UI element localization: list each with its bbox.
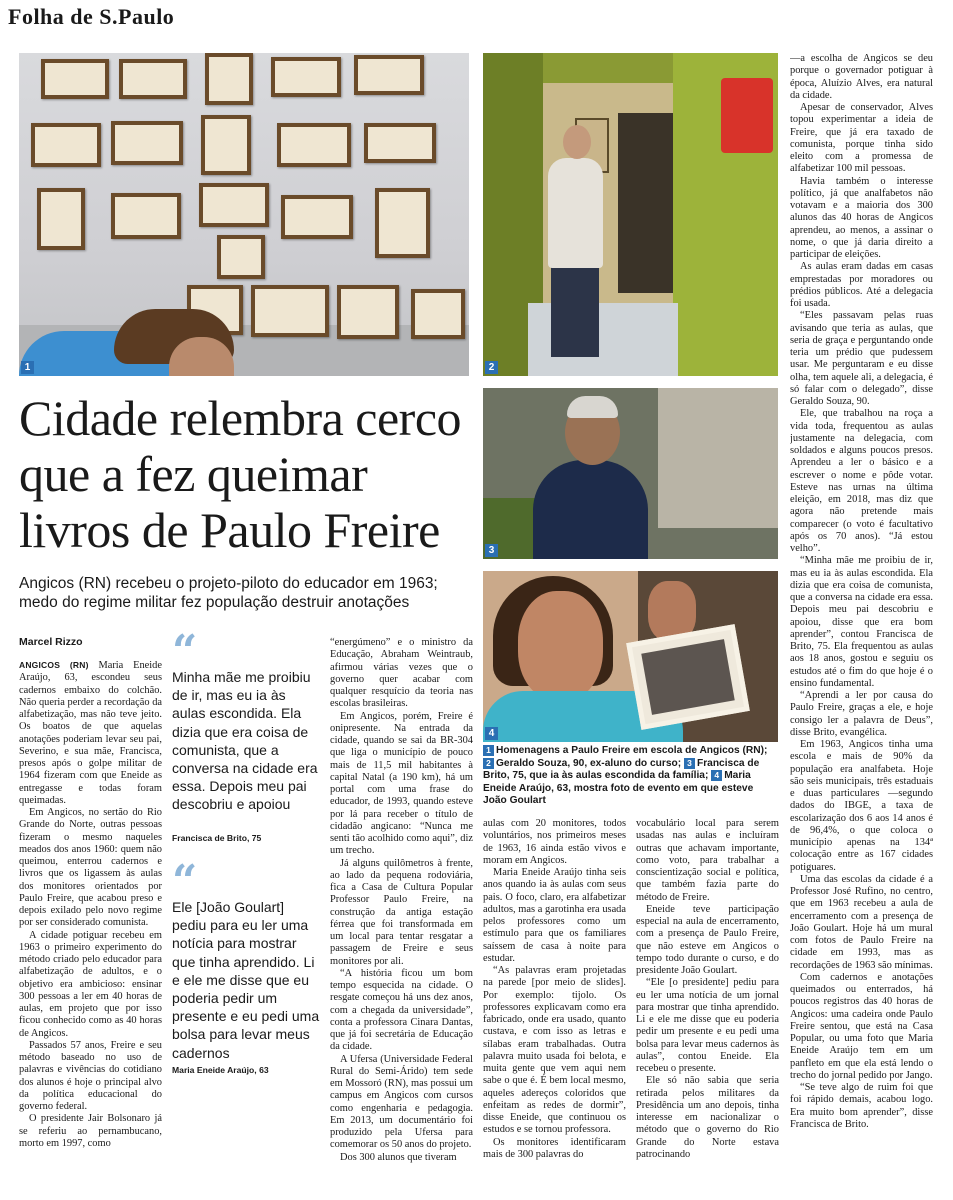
paragraph: Ele só não sabia que seria retirada pelos militares da Presidência um ano depois, tinha interesse em nacionalizar o método que o governo do Rio Grande do Norte estava patrocinando: [636, 1075, 779, 1160]
article-column-1: [19, 659, 162, 1171]
dateline: ANGICOS (RN): [19, 660, 89, 670]
photo-geraldo-souza: [483, 53, 778, 376]
paragraph: As aulas eram dadas em casas emprestadas por moradores ou prédios públicos. Até a delegacia foi usada.: [790, 261, 933, 309]
paragraph: vocabulário local para serem usadas nas aulas e incluíram outras que achavam importante, como voto, para trabalhar a conscientização social e política, que também fazia parte do método de Freire.: [636, 818, 779, 903]
paragraph: Apesar de conservador, Alves topou experimentar a ideia de Freire, que já era taxado de comunista, porque tinha sido eleito com a promessa de alfabetizar 100 mil pessoas.: [790, 102, 933, 175]
photo-number-badge: 2: [485, 361, 498, 374]
masthead: Folha de S.Paulo: [8, 4, 175, 29]
paragraph: Havia também o interesse político, já que analfabetos não votavam e a maioria dos 300 alunos das 40 horas de Angicos aprendeu, ao menos, a assinar o nome, o que já daria direito a participar de eleições.: [790, 175, 933, 260]
caption-text: Geraldo Souza, 90, ex-aluno do curso;: [496, 757, 682, 769]
photo-francisca-de-brito: [483, 388, 778, 559]
paragraph: “As palavras eram projetadas na parede [por meio de slides]. Por exemplo: tijolo. Os professores explicavam como era fabricado, onde era usado, quanto custava, e com isso as letras e sílabas eram trabalhadas. Outra palavra muito usada foi belota, e muita gente que vem aqui nem sabe o que é. É bem local mesmo, aqueles adereços coloridos que enfeitam as redes de dormir”, disse Eneide, que continuou os estudos e se tornou professora.: [483, 965, 626, 1136]
paragraph: “Aprendi a ler por causa do Paulo Freire, graças a ele, e hoje consigo ler a palavra de Deus”, disse Brito, evangélica.: [790, 690, 933, 738]
pull-quote-2: Ele [João Goulart] pediu para eu ler uma notícia para mostrar que tinha aprendido. Li e ele me disse que eu poderia pedir um presente e eu pedi uma bolsa para levar meus cadernos: [172, 899, 320, 1061]
paragraph: “Minha mãe me proibiu de ir, mas eu ia às aulas escondida. Ela dizia que era coisa de comunista, que a conversa na cidade era essa. Depois meu pai descobriu e apoiou, disse que era bom aprender”, contou Francisca de Brito, 75. Ela frequentou as aulas aos 18 anos, gostou e seguiu os estudos até o fim do que hoje é o ensino fundamental.: [790, 555, 933, 689]
caption-text: Homenagens a Paulo Freire em escola de Angicos (RN);: [496, 745, 768, 756]
paragraph: aulas com 20 monitores, todos voluntários, nos primeiros meses de 1963, 16 ainda estão vivos e moram em Angicos.: [483, 818, 626, 866]
paragraph: Em 1963, Angicos tinha uma escola e mais de 90% da população era analfabeta. Hoje são seis municipais, três estaduais e duas particulares —segundo dados do IBGE, a taxa de escolarização dos 6 aos 14 anos é de 96,4%, o que coloca o município apenas na 134ª colocação entre as 167 cidades potiguares.: [790, 739, 933, 873]
photo-number-badge: 3: [485, 544, 498, 557]
paragraph: Com cadernos e anotações queimados ou enterrados, há poucos registros das 40 horas de Angicos: uma cadeira onde Paulo Freire sentou, que está na Casa Popular, ou uma foto que Maria Eneide Araújo tem em um panfleto em que ela está lendo o trecho do jornal pedido por Jango.: [790, 971, 933, 1081]
caption-number: 3: [684, 758, 695, 769]
pull-quote-1-attribution: Francisca de Brito, 75: [172, 833, 262, 843]
paragraph: “energúmeno” e o ministro da Educação, Abraham Weintraub, afirmou várias vezes que o governo quer acabar com qualquer resquício da teoria nas escolas brasileiras.: [330, 637, 473, 710]
photo-caption: [483, 745, 778, 808]
paragraph: A Ufersa (Universidade Federal Rural do Semi-Árido) tem sede em Mossoró (RN), mas possui um campus em Angicos com cursos como engenharia e pedagogia. Em 2013, um documentário foi produzido pela Ufersa para comemorar os 50 anos do projeto.: [330, 1053, 473, 1151]
photo-number-badge: 4: [485, 727, 498, 740]
paragraph: Maria Eneide Araújo, 63, escondeu seus cadernos embaixo do colchão. Não queria perder a recordação da alfabetização, mas não teve jeito. Os boatos de que aquelas anotações poderiam levar seu pai, Severino, e sua mãe, Francisca, presos após o golpe militar de 1964 fizeram com que Eneide as entregasse e todas foram queimadas.: [19, 660, 162, 806]
caption-text: Maria Eneide Araújo, 63, mostra foto de evento em que esteve João Goulart: [483, 770, 754, 806]
caption-text: Francisca de Brito, 75, que ia às aulas escondida da família;: [483, 757, 760, 781]
paragraph: Maria Eneide Araújo tinha seis anos quando ia às aulas com seus pais. O foco, claro, era alfabetizar adultos, mas a garotinha era usada pelos professores como um estímulo para que os familiares saíssem de casa à noite para estudar.: [483, 867, 626, 964]
paragraph: Dos 300 alunos que tiveram: [340, 1151, 457, 1163]
paragraph: Ele, que trabalhou na roça a vida toda, frequentou as aulas justamente na delegacia, com soldados e alguns poucos presos. Aprendeu a ler o básico e a escrever o nome e pôde votar. Esteve nas urnas na última eleição, em 2018, mas diz que agora não pretende mais comparecer (o voto é facultativo após os 70 anos). “Já estou velho”.: [790, 408, 933, 554]
photo-school-wall: [19, 53, 469, 376]
caption-number: 2: [483, 758, 494, 769]
subheadline: Angicos (RN) recebeu o projeto-piloto do educador em 1963; medo do regime militar fez população destruir anotações: [19, 575, 438, 611]
article-column-5: [636, 818, 779, 1173]
photo-number-badge: 1: [21, 361, 34, 374]
quote-mark-icon: “: [172, 626, 198, 677]
paragraph: “Eles passavam pelas ruas avisando que teria as aulas, que seria de graça e perguntando onde teria um prédio que pudessem usar. Me perguntaram e eu disse olha, tem aquele ali, a delegacia, é só falar com o delegado”, disse Geraldo Souza, 90.: [790, 310, 933, 407]
headline: Cidade relembra cerco que a fez queimar livros de Paulo Freire: [19, 390, 462, 558]
pull-quote-1: Minha mãe me proibiu de ir, mas eu ia às aulas escondida. Ela dizia que era coisa de comunista, que a conversa na cidade era essa. Depois meu pai descobriu e apoiou: [172, 669, 318, 813]
paragraph: Em Angicos, porém, Freire é onipresente. Na entrada da cidade, quando se sai da BR-304 que liga o município de pouco mais de 11,5 mil habitantes à capital Natal (a 190 km), há um portal com uma frase do educador, de 1993, quando esteve por lá para receber o título de cidadão angicano: “Nunca me senti tão acolhido como aqui”, diz um trecho.: [330, 710, 473, 857]
article-column-4: [483, 818, 626, 1173]
article-column-3: [330, 637, 473, 1172]
paragraph: “Ele [o presidente] pediu para eu ler uma notícia de um jornal para mostrar que tinha aprendido. Li e ele me disse que eu poderia pedir um presente e eu pedi uma bolsa para levar meus cadernos às aulas”, contou Eneide. Ela recebeu o presente.: [636, 977, 779, 1074]
paragraph: Passados 57 anos, Freire e seu método baseado no uso de palavras e vivências do cotidiano dos alunos é hoje o principal alvo da política educacional do governo federal.: [19, 1039, 162, 1112]
quote-mark-icon: “: [172, 856, 198, 907]
paragraph: A cidade potiguar recebeu em 1963 o primeiro experimento do método criado pelo educador para alfabetização de adultos, e o objetivo era ambicioso: ensinar 300 pessoas a ler em 40 horas de aulas, em projeto que por isso ficou conhecido como as 40 horas de Angicos.: [19, 929, 162, 1039]
paragraph: “Se teve algo de ruim foi que foi rápido demais, acabou logo. Era muito bom aprender”, disse Francisca de Brito.: [790, 1082, 933, 1130]
caption-number: 4: [711, 770, 722, 781]
paragraph: “A história ficou um bom tempo esquecida na cidade. O resgate começou há uns dez anos, com a chegada da universidade”, conta a professora Cinara Dantas, que já foi secretária de Educação da cidade.: [330, 967, 473, 1053]
paragraph: Em Angicos, no sertão do Rio Grande do Norte, outras pessoas fizeram o mesmo naqueles meados dos anos 1960: quem não queimou, enterrou cadernos e livros que os ligassem às aulas dos monitores orientados por Paulo Freire, que acabou preso e depois exilado pelo novo regime por ser considerado comunista.: [19, 807, 162, 929]
paragraph: Os monitores identificaram mais de 300 palavras do: [483, 1136, 626, 1160]
byline: Marcel Rizzo: [19, 636, 83, 648]
photo-maria-eneide-araujo: [483, 571, 778, 742]
paragraph: —a escolha de Angicos se deu porque o governador potiguar à época, Aluízio Alves, era natural da cidade.: [790, 53, 933, 101]
pull-quote-2-attribution: Maria Eneide Araújo, 63: [172, 1065, 269, 1075]
caption-number: 1: [483, 745, 494, 756]
paragraph: O presidente Jair Bolsonaro já se referiu ao pernambucano, morto em 1997, como: [19, 1113, 162, 1149]
article-column-6: [790, 53, 933, 1173]
paragraph: Eneide teve participação especial na aula de encerramento, com a presença de Paulo Freire, que não esteve em Angicos o tempo todo durante o curso, e do presidente João Goulart.: [636, 903, 779, 976]
paragraph: Uma das escolas da cidade é a Professor José Rufino, no centro, que em 1963 recebeu a aula de encerramento com a presença de João Goulart. Hoje há um mural com fotos de Paulo Freire na cidade em 1993, mas as recordações de 1963 são mínimas.: [790, 873, 933, 971]
paragraph: Já alguns quilômetros à frente, ao lado da pequena rodoviária, fica a Casa de Cultura Popular Professor Paulo Freire, na construção da antiga estação férrea que foi transformada em um local para tentar resgatar a passagem de Freire e seus monitores por ali.: [330, 857, 473, 967]
mickey-poster-icon: [721, 78, 773, 153]
